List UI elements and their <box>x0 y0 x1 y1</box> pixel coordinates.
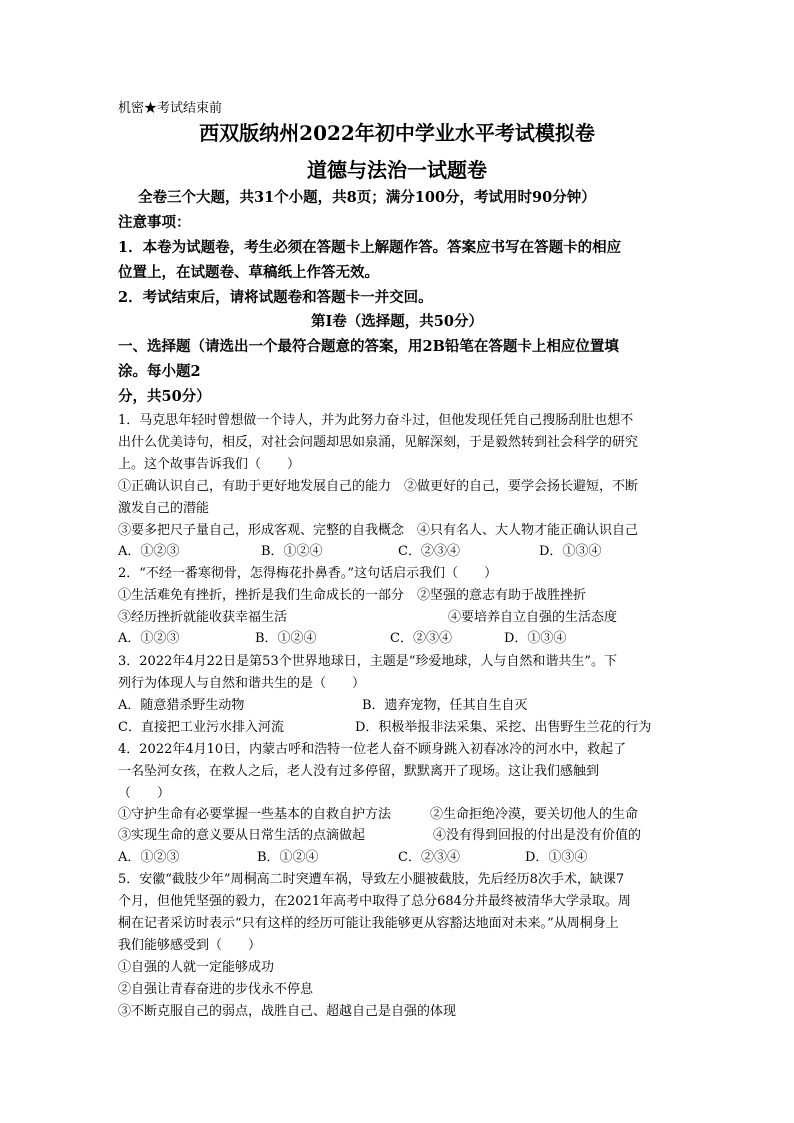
option-d[interactable]: D．①③④ <box>539 544 602 559</box>
question-4-stem-2: 一名坠河女孩，在救人之后，老人没有过多停留，默默离开了现场。这让我们感触到 <box>118 764 600 779</box>
option-b[interactable]: B．①②④ <box>257 850 319 865</box>
question-2-statement-4: ④要培养自立自强的生活态度 <box>448 610 618 625</box>
option-d[interactable]: D．积极举报非法采集、采挖、出售野生兰花的行为 <box>355 720 652 735</box>
option-b[interactable]: B．①②④ <box>255 631 317 646</box>
section-heading-cont2: 分，共50分） <box>118 388 211 405</box>
question-4-statement-3: ③实现生命的意义要从日常生活的点滴做起 <box>118 828 366 843</box>
option-c[interactable]: C．②③④ <box>398 850 460 865</box>
question-4-stem-3: （ ） <box>118 786 171 801</box>
question-5-stem-4: 我们能够感受到（ ） <box>118 938 262 953</box>
part-heading: 第Ⅰ卷（选择题，共50分） <box>311 313 483 330</box>
question-3-stem: 3．2022年4月22日是第53个世界地球日，主题是“珍爱地球，人与自然和谐共生”。下 <box>118 654 618 669</box>
question-4-statement-2: ②生命拒绝冷漠，要关切他人的生命 <box>430 807 639 822</box>
question-1-statement-1-cont: 激发自己的潜能 <box>118 501 210 516</box>
question-2-statement-3: ③经历挫折就能收获幸福生活 <box>118 610 288 625</box>
question-1-options <box>118 540 678 558</box>
question-5-stem-3: 桐在记者采访时表示“只有这样的经历可能让我能够更从容豁达地面对未来。”从周桐身上 <box>118 916 619 931</box>
confidential-label: 机密★考试结束前 <box>118 101 223 116</box>
page-subtitle: 道德与法治一试题卷 <box>307 158 487 182</box>
question-2-statement-1: ①生活难免有挫折，挫折是我们生命成长的一部分 ②坚强的意志有助于战胜挫折 <box>118 588 587 603</box>
section-heading-cont: 涂。每小题2 <box>118 363 201 380</box>
notes-heading: 注意事项： <box>118 214 191 231</box>
option-b[interactable]: B．①②④ <box>261 544 323 559</box>
page-title: 西双版纳州2022年初中学业水平考试模拟卷 <box>199 121 595 145</box>
option-a[interactable]: A．①②③ <box>118 544 180 559</box>
question-5-statement-3: ③不断克服自己的弱点，战胜自己、超越自己是自强的体现 <box>118 1004 457 1019</box>
option-a[interactable]: A．①②③ <box>118 850 180 865</box>
note-2: 2．考试结束后，请将试题卷和答题卡一并交回。 <box>118 289 433 306</box>
option-c[interactable]: C．②③④ <box>398 544 460 559</box>
question-2-options <box>118 627 678 645</box>
option-d[interactable]: D．①③④ <box>525 850 588 865</box>
option-b[interactable]: B．遗弃宠物，任其自生自灭 <box>362 698 528 713</box>
question-4-options <box>118 846 678 864</box>
option-c[interactable]: C．②③④ <box>390 631 452 646</box>
question-1-stem-3: 上。这个故事告诉我们（ ） <box>118 457 301 472</box>
option-d[interactable]: D．①③④ <box>504 631 567 646</box>
question-1-stem-2: 出什么优美诗句，相反，对社会问题却思如泉涌，见解深刻，于是毅然转到社会科学的研究 <box>118 435 639 450</box>
question-1-statement-1: ①正确认识自己，有助于更好地发展自己的能力 ②做更好的自己，要学会扬长避短，不断 <box>118 479 639 494</box>
question-5-stem: 5．安徽“截肢少年”周桐高二时突遭车祸，导致左小腿被截肢，先后经历8次手术，缺课7 <box>118 872 625 887</box>
note-1: 1．本卷为试题卷，考生必须在答题卡上解题作答。答案应书写在答题卡的相应 <box>118 239 622 256</box>
question-4-statement-4: ④没有得到回报的付出是没有价值的 <box>433 828 642 843</box>
question-2-stem: 2．“不经一番寒彻骨，怎得梅花扑鼻香。”这句话启示我们（ ） <box>118 566 498 581</box>
option-a[interactable]: A．①②③ <box>118 631 180 646</box>
question-4-statement-1: ①守护生命有必要掌握一些基本的自救自护方法 <box>118 807 392 822</box>
note-1-cont: 位置上，在试题卷、草稿纸上作答无效。 <box>118 264 379 281</box>
section-heading: 一、选择题（请选出一个最符合题意的答案，用2B铅笔在答题卡上相应位置填 <box>118 338 619 355</box>
exam-info: 全卷三个大题，共31个小题，共8页；满分100分，考试用时90分钟） <box>138 189 596 206</box>
question-5-stem-2: 个月，但他凭坚强的毅力，在2021年高考中取得了总分684分并最终被清华大学录取。周 <box>118 894 631 909</box>
question-5-statement-1: ①自强的人就一定能够成功 <box>118 960 275 975</box>
question-3-stem-2: 列行为体现人与自然和谐共生的是（ ） <box>118 676 366 691</box>
question-4-stem: 4．2022年4月10日，内蒙古呼和浩特一位老人奋不顾身跳入初春冰冷的河水中，救起了 <box>118 742 627 757</box>
question-5-statement-2: ②自强让青春奋进的步伐永不停息 <box>118 982 314 997</box>
question-1-stem: 1．马克思年轻时曾想做一个诗人，并为此努力奋斗过，但他发现任凭自己搜肠刮肚也想不 <box>118 413 634 428</box>
question-1-statement-3: ③要多把尺子量自己，形成客观、完整的自我概念 ④只有名人、大人物才能正确认识自己 <box>118 523 639 538</box>
option-c[interactable]: C．直接把工业污水排入河流 <box>118 720 284 735</box>
option-a[interactable]: A．随意猎杀野生动物 <box>118 698 245 713</box>
